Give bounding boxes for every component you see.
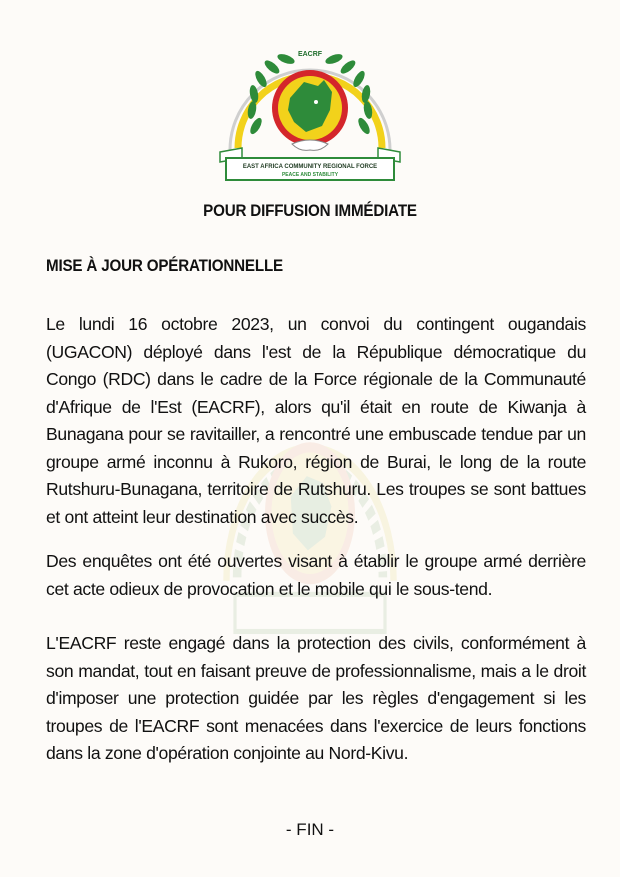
paragraph-investigation: Des enquêtes ont été ouvertes visant à établir le groupe armé derrière cet acte odieux de provocation et le mobile qui le sous-tend.: [46, 551, 586, 599]
logo-banner-motto: PEACE AND STABILITY: [281, 172, 339, 178]
release-label: POUR DIFFUSION IMMÉDIATE: [203, 202, 417, 220]
document-title: MISE À JOUR OPÉRATIONNELLE: [46, 257, 284, 275]
eacrf-logo: [212, 36, 408, 184]
handshake-icon: [292, 140, 328, 150]
paragraph-mandate: L'EACRF reste engagé dans la protection des civils, conformément à son mandat, tout en faisant preuve de professionnalisme, mais a le droit d'imposer une protection guidée par les règles d'engagement si les troupes de l'EACRF sont menacées dans l'exercice de leurs fonctions dans la zone d'opération conjointe au Nord-Kivu.: [46, 633, 586, 763]
end-marker: - FIN -: [285, 820, 335, 839]
logo-banner-title: EAST AFRICA COMMUNITY REGIONAL FORCE: [242, 164, 378, 170]
logo-top-label: EACRF: [297, 51, 323, 58]
paragraph-incident: Le lundi 16 octobre 2023, un convoi du contingent ougandais (UGACON) déployé dans l'est de la République démocratique du Congo (RDC) dans le cadre de la Force régionale de la Communauté d'Afrique de l'Est (EACRF), alors qu'il était en route de Kiwanja à Bunagana pour se ravitailler, a rencontré une embuscade tendue par un groupe armé inconnu à Rukoro, région de Burai, le long de la route Rutshuru-Bunagana, territoire de Rutshuru. Les troupes se sont battues et ont atteint leur destination avec succès.: [46, 314, 586, 527]
